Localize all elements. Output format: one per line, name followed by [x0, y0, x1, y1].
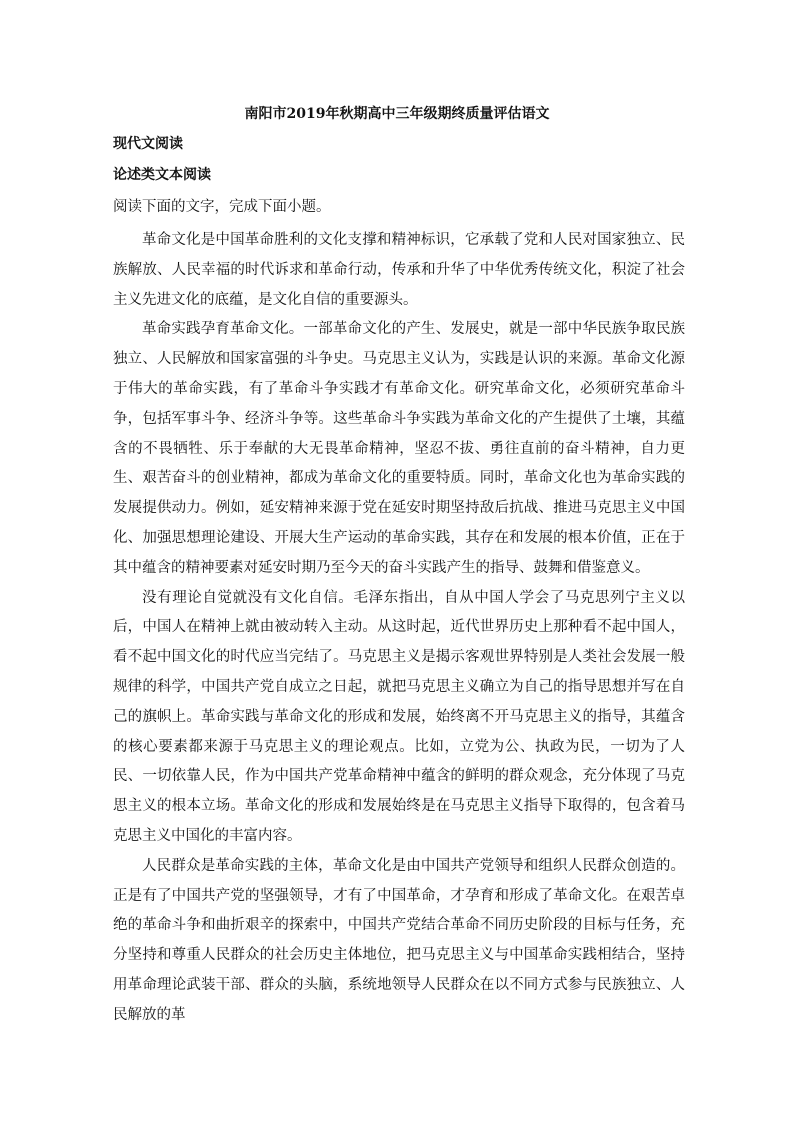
subsection-heading: 论述类文本阅读: [113, 167, 211, 183]
paragraph-3: 没有理论自觉就没有文化自信。毛泽东指出，自从中国人学会了马克思列宁主义以后，中国人在精神上就由被动转入主动。从这时起，近代世界历史上那种看不起中国人，看不起中国文化的时代应当完结了。马克思主义是揭示客观世界特别是人类社会发展一般规律的科学，中国共产党自成立之日起，就把马克思主义确立为自己的指导思想并写在自己的旗帜上。革命实践与革命文化的形成和发展，始终离不开马克思主义的指导，其蕴含的核心要素都来源于马克思主义的理论观点。比如，立党为公、执政为民，一切为了人民、一切依靠人民，作为中国共产党革命精神中蕴含的鲜明的群众观念，充分体现了马克思主义的根本立场。革命文化的形成和发展始终是在马克思主义指导下取得的，包含着马克思主义中国化的丰富内容。: [113, 589, 685, 844]
document-title: 南阳市2019年秋期高中三年级期终质量评估语文: [244, 106, 550, 122]
paragraph-4: 人民群众是革命实践的主体，革命文化是由中国共产党领导和组织人民群众创造的。正是有了中国共产党的坚强领导，才有了中国革命，才孕育和形成了革命文化。在艰苦卓绝的革命斗争和曲折艰辛的探索中，中国共产党结合革命不同历史阶段的目标与任务，充分坚持和尊重人民群众的社会历史主体地位，把马克思主义与中国革命实践相结合，坚持用革命理论武装干部、群众的头脑，系统地领导人民群众在以不同方式参与民族独立、人民解放的革: [113, 857, 685, 1023]
section-heading: 现代文阅读: [113, 136, 183, 152]
paragraph-1: 革命文化是中国革命胜利的文化支撑和精神标识，它承载了党和人民对国家独立、民族解放、人民幸福的时代诉求和革命行动，传承和升华了中华优秀传统文化，积淀了社会主义先进文化的底蕴，是文化自信的重要源头。: [113, 232, 685, 308]
reading-instruction: 阅读下面的文字，完成下面小题。: [113, 199, 331, 215]
article-body: [113, 226, 685, 1031]
paragraph-2: 革命实践孕育革命文化。一部革命文化的产生、发展史，就是一部中华民族争取民族独立、人民解放和国家富强的斗争史。马克思主义认为，实践是认识的来源。革命文化源于伟大的革命实践，有了革命斗争实践才有革命文化。研究革命文化，必须研究革命斗争，包括军事斗争、经济斗争等。这些革命斗争实践为革命文化的产生提供了土壤，其蕴含的不畏牺牲、乐于奉献的大无畏革命精神，坚忍不拔、勇往直前的奋斗精神，自力更生、艰苦奋斗的创业精神，都成为革命文化的重要特质。同时，革命文化也为革命实践的发展提供动力。例如，延安精神来源于党在延安时期坚持敌后抗战、推进马克思主义中国化、加强思想理论建设、开展大生产运动的革命实践，其存在和发展的根本价值，正在于其中蕴含的精神要素对延安时期乃至今天的奋斗实践产生的指导、鼓舞和借鉴意义。: [113, 321, 685, 576]
